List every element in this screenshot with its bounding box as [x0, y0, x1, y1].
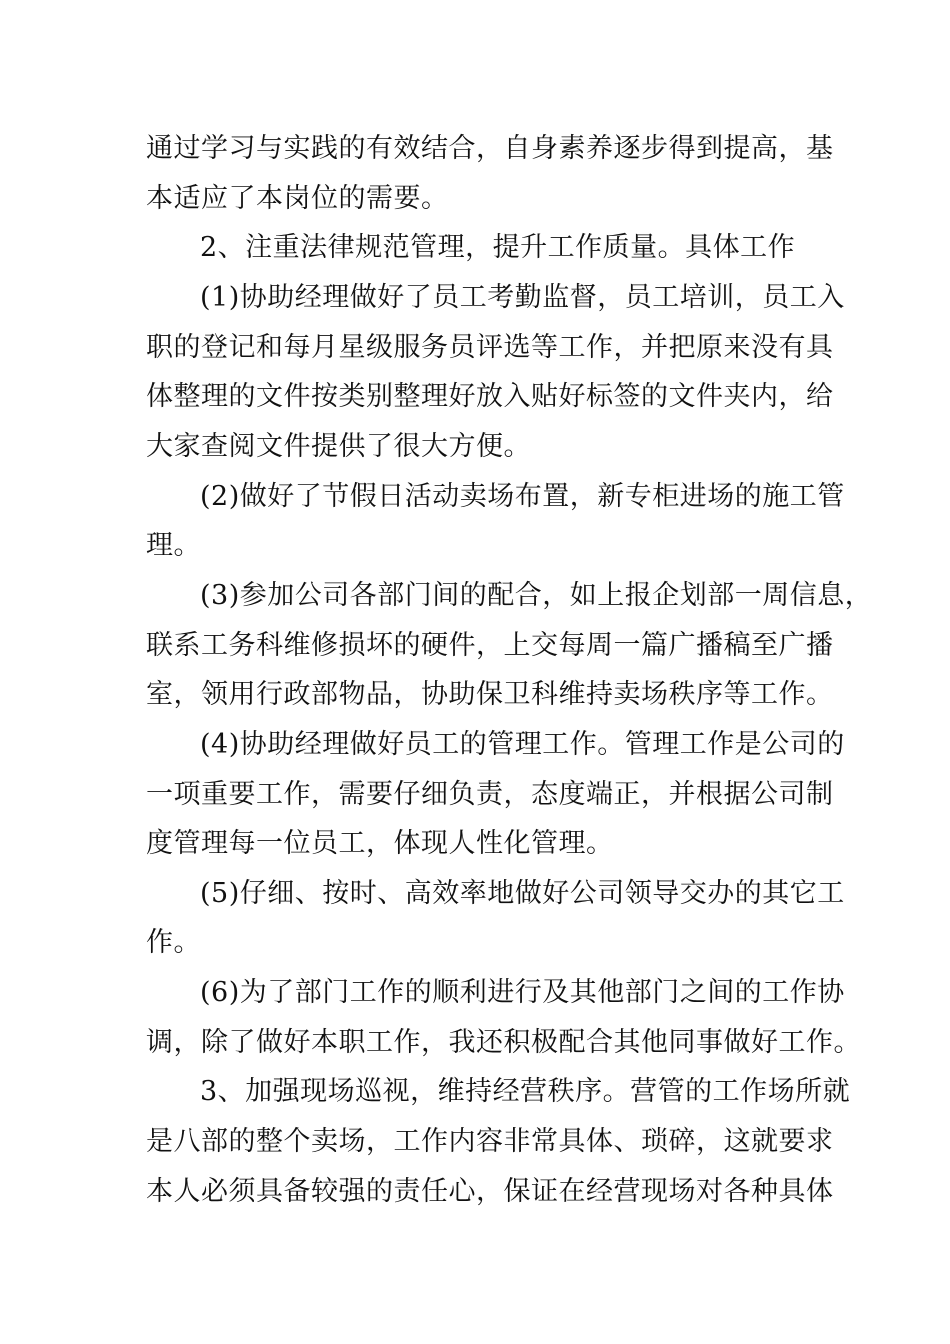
section-heading: 3、加强现场巡视，维持经营秩序。营管的工作场所就: [200, 1076, 851, 1107]
text-line: 调，除了做好本职工作，我还积极配合其他同事做好工作。: [146, 1027, 861, 1058]
list-item: (6)为了部门工作的顺利进行及其他部门之间的工作协: [200, 977, 845, 1008]
text-line: 一项重要工作，需要仔细负责，态度端正，并根据公司制: [146, 779, 834, 810]
text-line: 室，领用行政部物品，协助保卫科维持卖场秩序等工作。: [146, 679, 834, 710]
list-item: (2)做好了节假日活动卖场布置，新专柜进场的施工管: [200, 481, 845, 512]
text-line: 是八部的整个卖场，工作内容非常具体、琐碎，这就要求: [146, 1126, 834, 1157]
text-line: 联系工务科维修损坏的硬件，上交每周一篇广播稿至广播: [146, 630, 834, 661]
list-item: (5)仔细、按时、高效率地做好公司领导交办的其它工: [200, 878, 845, 909]
text-line: 本人必须具备较强的责任心，保证在经营现场对各种具体: [146, 1176, 834, 1207]
text-line: 理。: [146, 530, 201, 561]
text-line: 大家查阅文件提供了很大方便。: [146, 431, 531, 462]
text-line: 度管理每一位员工，体现人性化管理。: [146, 828, 614, 859]
text-line: 作。: [146, 927, 201, 958]
section-heading: 2、注重法律规范管理，提升工作质量。具体工作: [200, 232, 796, 263]
text-line: 体整理的文件按类别整理好放入贴好标签的文件夹内，给: [146, 381, 834, 412]
text-line: 通过学习与实践的有效结合，自身素养逐步得到提高，基: [146, 133, 834, 164]
list-item: (1)协助经理做好了员工考勤监督，员工培训，员工入: [200, 282, 845, 313]
list-item: (4)协助经理做好员工的管理工作。管理工作是公司的: [200, 729, 845, 760]
list-item: (3)参加公司各部门间的配合，如上报企划部一周信息，: [200, 580, 873, 611]
text-line: 本适应了本岗位的需要。: [146, 183, 449, 214]
text-line: 职的登记和每月星级服务员评选等工作，并把原来没有具: [146, 332, 834, 363]
